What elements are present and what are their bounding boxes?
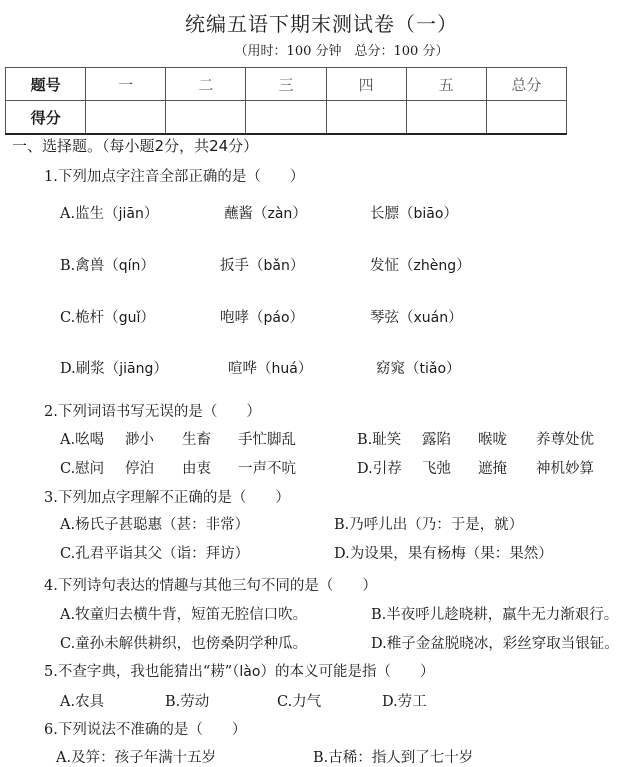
q4-option-a: A.牧童归去横牛背，短笛无腔信口吹。 <box>60 607 308 623</box>
q2-option-d-word-1: D.引荐 <box>357 461 402 477</box>
pinyin: biāo <box>413 206 444 222</box>
option-text: B.禽兽（ <box>60 258 119 274</box>
page-title: 统编五语下期末测试卷（一） <box>185 12 458 36</box>
table-row-scores <box>6 101 567 135</box>
q2-option-d-word-3: 遮掩 <box>478 461 507 477</box>
q1-option-c-2 <box>220 306 304 327</box>
score-cell-2 <box>166 101 246 135</box>
q5-option-a: A.农具 <box>60 694 105 710</box>
pinyin: tiǎo <box>419 361 447 377</box>
pinyin: bǎn <box>263 258 290 274</box>
q6-option-b: B.古稀：指人到了七十岁 <box>313 750 474 766</box>
question-3-stem: 3.下列加点字理解不正确的是（ ） <box>44 490 290 506</box>
question-1-stem: 1.下列加点字注音全部正确的是（ ） <box>44 169 305 185</box>
q2-option-b-word-3: 喉咙 <box>478 432 507 448</box>
table-row-question-numbers <box>6 68 567 101</box>
option-text: 发怔（ <box>370 258 414 274</box>
option-text: 长膘（ <box>370 206 414 222</box>
option-text: ） <box>289 258 305 274</box>
score-cell-1 <box>86 101 166 135</box>
pinyin: páo <box>263 310 290 326</box>
section-heading-text: 分） <box>228 137 259 155</box>
pinyin: jiān <box>118 206 144 222</box>
q1-option-b-3 <box>370 254 471 275</box>
question-text: 5.不查字典，我也能猜出“耢”（ <box>44 664 240 680</box>
q1-option-a-3 <box>370 202 458 223</box>
option-text: 咆哮（ <box>220 310 264 326</box>
q2-option-b-word-1: B.耻笑 <box>357 432 402 448</box>
column-header-1: 一 <box>86 68 166 101</box>
section-heading <box>12 135 258 156</box>
exam-info: （用时：100 分钟 总分：100 分） <box>234 44 449 59</box>
option-text: ） <box>140 258 155 274</box>
row-header-score: 得分 <box>6 101 86 135</box>
column-header-3: 三 <box>246 68 326 101</box>
q5-option-c: C.力气 <box>277 694 322 710</box>
option-text: A.监生（ <box>60 206 119 222</box>
q5-option-d: D.劳工 <box>382 694 427 710</box>
q1-option-c-1 <box>60 306 155 327</box>
pinyin: lào <box>239 664 261 680</box>
q2-option-a-word-1: A.吆喝 <box>60 432 105 448</box>
q3-option-d: D.为设果，果有杨梅（果：果然） <box>334 546 553 562</box>
q3-option-c: C.孔君平诣其父（诣：拜访） <box>60 546 250 562</box>
q1-option-a-1 <box>60 202 158 223</box>
pinyin: qín <box>118 258 141 274</box>
option-text: 窈窕（ <box>376 361 420 377</box>
pinyin: zhèng <box>413 258 457 274</box>
option-text: ） <box>448 310 463 326</box>
question-6-stem: 6.下列说法不准确的是（ ） <box>44 722 247 738</box>
section-heading-text: 一、选择题。（每小题 <box>12 137 155 155</box>
q2-option-c-word-2: 停泊 <box>125 461 154 477</box>
q1-option-d-1 <box>60 357 168 378</box>
pinyin: jiāng <box>119 361 154 377</box>
q2-option-a-word-2: 渺小 <box>125 432 154 448</box>
column-header-5: 五 <box>406 68 486 101</box>
option-text: ） <box>143 206 159 222</box>
q3-option-a: A.杨氏子甚聪惠（甚：非常） <box>60 517 250 533</box>
option-text: 喧哗（ <box>228 361 272 377</box>
q2-option-c-word-1: C.慰问 <box>60 461 105 477</box>
pinyin: huá <box>271 361 298 377</box>
q1-option-c-3 <box>370 306 463 327</box>
pinyin: guǐ <box>118 310 141 326</box>
q2-option-c-word-4: 一声不吭 <box>238 461 296 477</box>
q5-option-b: B.劳动 <box>165 694 210 710</box>
score-cell-3 <box>246 101 326 135</box>
pinyin: xuán <box>413 310 449 326</box>
q1-option-d-2 <box>228 357 312 378</box>
question-4-stem: 4.下列诗句表达的情趣与其他三句不同的是（ ） <box>44 578 377 594</box>
pinyin: zàn <box>267 206 293 222</box>
option-text: 扳手（ <box>220 258 264 274</box>
q3-option-b: B.乃呼儿出（乃：于是，就） <box>334 517 524 533</box>
column-header-total: 总分 <box>486 68 566 101</box>
score-table <box>5 67 567 135</box>
q1-option-a-2 <box>224 202 307 223</box>
row-header-question-number: 题号 <box>6 68 86 101</box>
q2-option-d-word-2: 飞弛 <box>422 461 451 477</box>
question-5-stem <box>44 660 434 681</box>
question-text: ）的本义可能是指（ ） <box>260 664 435 680</box>
option-text: C.桅杆（ <box>60 310 119 326</box>
option-text: 蘸酱（ <box>224 206 268 222</box>
option-text: ） <box>456 258 471 274</box>
q4-option-c: C.童孙未解供耕织，也傍桑阴学种瓜。 <box>60 636 308 652</box>
option-text: D.刷浆（ <box>60 361 120 377</box>
option-text: 琴弦（ <box>370 310 414 326</box>
option-text: ） <box>446 361 461 377</box>
column-header-2: 二 <box>166 68 246 101</box>
option-text: ） <box>292 206 307 222</box>
score-cell-5 <box>406 101 486 135</box>
points-each: 2 <box>154 137 165 155</box>
question-2-stem: 2.下列词语书写无误的是（ ） <box>44 404 261 420</box>
q4-option-d: D.稚子金盆脱晓冰，彩丝穿取当银钲。 <box>371 636 619 652</box>
q2-option-a-word-4: 手忙脚乱 <box>238 432 296 448</box>
q2-option-d-word-4: 神机妙算 <box>536 461 594 477</box>
q2-option-b-word-4: 养尊处优 <box>536 432 594 448</box>
option-text: ） <box>443 206 458 222</box>
q4-option-b: B.半夜呼儿趁晓耕，羸牛无力渐艰行。 <box>371 607 619 623</box>
score-cell-4 <box>326 101 406 135</box>
option-text: ） <box>297 361 313 377</box>
q2-option-c-word-3: 由衷 <box>182 461 211 477</box>
score-cell-total <box>486 101 566 135</box>
q1-option-d-3 <box>376 357 461 378</box>
points-total: 24 <box>209 137 229 155</box>
section-heading-text: 分，共 <box>164 137 210 155</box>
q2-option-b-word-2: 露陷 <box>422 432 451 448</box>
option-text: ） <box>153 361 168 377</box>
column-header-4: 四 <box>326 68 406 101</box>
q6-option-a: A.及笄：孩子年满十五岁 <box>56 750 217 766</box>
q2-option-a-word-3: 生畜 <box>182 432 211 448</box>
q1-option-b-2 <box>220 254 304 275</box>
q1-option-b-1 <box>60 254 155 275</box>
option-text: ） <box>140 310 155 326</box>
option-text: ） <box>289 310 305 326</box>
